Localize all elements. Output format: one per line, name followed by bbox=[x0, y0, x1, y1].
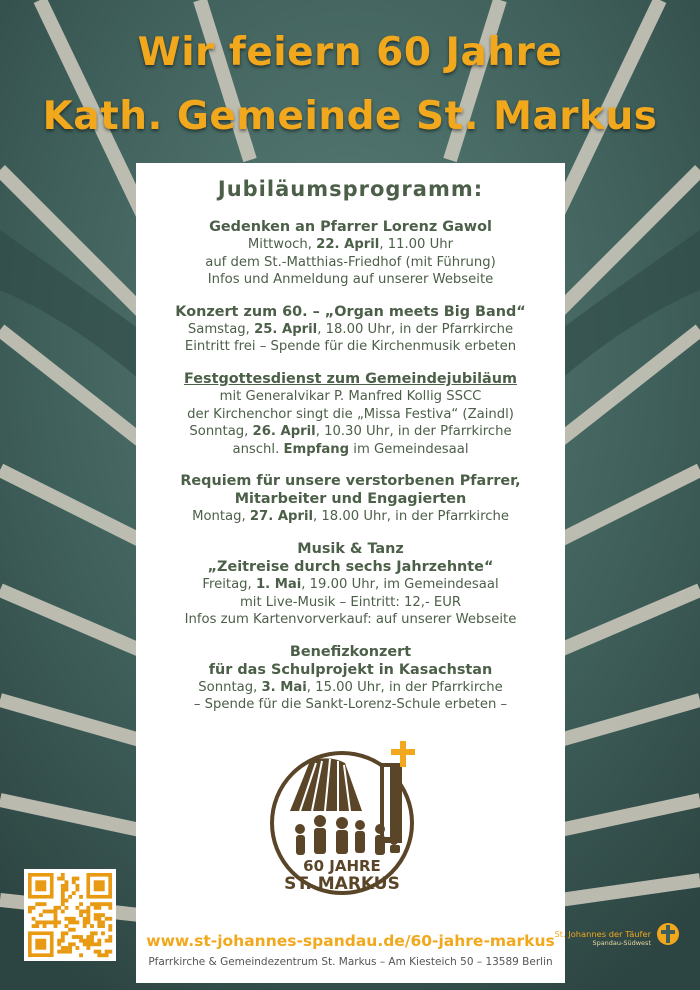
event-detail-line: Freitag, 1. Mai, 19.00 Uhr, im Gemeindesaal bbox=[202, 576, 499, 592]
parish-name: St. Johannes der Täufer bbox=[554, 929, 651, 939]
event-title: Mitarbeiter und Engagierten bbox=[234, 491, 467, 508]
event-detail-line: auf dem St.-Matthias-Friedhof (mit Führung) bbox=[205, 254, 496, 270]
event-title: Benefizkonzert bbox=[289, 643, 412, 660]
parish-subtitle: Spandau-Südwest bbox=[592, 939, 651, 947]
parish-mark-icon bbox=[656, 922, 680, 946]
event-list bbox=[136, 218, 565, 728]
website-link[interactable]: www.st-johannes-spandau.de/60-jahre-markus bbox=[146, 932, 555, 950]
event-title: Festgottesdienst zum Gemeindejubiläum bbox=[184, 370, 517, 387]
event-detail-line: mit Generalvikar P. Manfred Kollig SSCC bbox=[219, 388, 482, 404]
event-detail-line: Montag, 27. April, 18.00 Uhr, in der Pfarrkirche bbox=[192, 509, 509, 525]
event-item bbox=[136, 370, 565, 458]
headline-line-2: Kath. Gemeinde St. Markus bbox=[42, 94, 658, 139]
event-item bbox=[136, 303, 565, 356]
event-title: für das Schulprojekt in Kasachstan bbox=[208, 661, 493, 678]
event-title: Gedenken an Pfarrer Lorenz Gawol bbox=[209, 219, 492, 235]
event-detail-line: Infos zum Kartenvorverkauf: auf unserer Webseite bbox=[184, 612, 517, 628]
event-title: Konzert zum 60. – „Organ meets Big Band“ bbox=[175, 303, 526, 320]
event-detail-line: Infos und Anmeldung auf unserer Webseite bbox=[207, 272, 494, 288]
event-item bbox=[136, 218, 565, 289]
event-title: „Zeitreise durch sechs Jahrzehnte“ bbox=[207, 558, 494, 575]
event-detail-line: – Spende für die Sankt-Lorenz-Schule erbeten – bbox=[193, 697, 508, 713]
event-item bbox=[136, 540, 565, 629]
address-line: Pfarrkirche & Gemeindezentrum St. Markus – Am Kiesteich 50 – 13589 Berlin bbox=[148, 956, 553, 968]
event-title: Requiem für unsere verstorbenen Pfarrer, bbox=[180, 473, 521, 490]
program-title: Jubiläumsprogramm: bbox=[217, 177, 484, 201]
event-detail-line: anschl. Empfang im Gemeindesaal bbox=[232, 441, 469, 457]
logo-text-name: ST. MARKUS bbox=[284, 874, 400, 894]
logo-text-years: 60 JAHRE bbox=[303, 857, 381, 875]
parish-logo bbox=[540, 919, 680, 959]
event-detail-line: der Kirchenchor singt die „Missa Festiva“ (Zaindl) bbox=[187, 406, 514, 422]
event-detail-line: Samstag, 25. April, 18.00 Uhr, in der Pfarrkirche bbox=[187, 321, 514, 337]
event-item bbox=[136, 643, 565, 714]
event-title: Musik & Tanz bbox=[297, 540, 404, 557]
event-detail-line: Sonntag, 26. April, 10.30 Uhr, in der Pfarrkirche bbox=[189, 424, 512, 440]
program-panel bbox=[136, 163, 565, 983]
event-detail-line: Mittwoch, 22. April, 11.00 Uhr bbox=[247, 237, 454, 252]
st-markus-logo bbox=[270, 741, 430, 906]
event-detail-line: mit Live-Musik – Eintritt: 12,- EUR bbox=[239, 594, 462, 610]
qr-code[interactable] bbox=[24, 869, 116, 961]
event-item bbox=[136, 472, 565, 526]
headline-line-1: Wir feiern 60 Jahre bbox=[137, 30, 563, 75]
event-detail-line: Sonntag, 3. Mai, 15.00 Uhr, in der Pfarrkirche bbox=[198, 679, 503, 695]
event-detail-line: Eintritt frei – Spende für die Kirchenmusik erbeten bbox=[184, 339, 517, 355]
